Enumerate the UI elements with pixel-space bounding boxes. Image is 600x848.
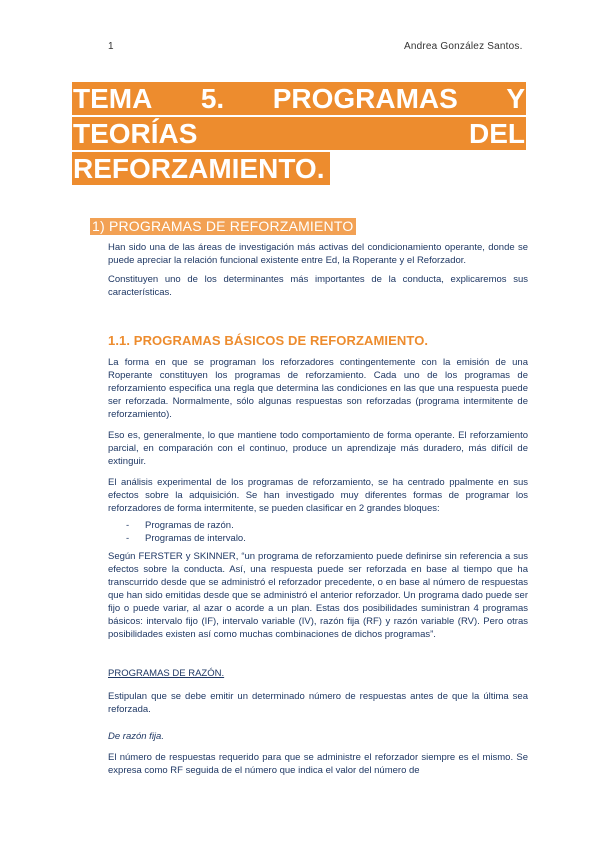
title-word: DEL [469, 118, 525, 149]
page-number: 1 [108, 41, 114, 52]
title-word: TEMA [73, 83, 153, 114]
paragraph: Estipulan que se debe emitir un determinado número de respuestas antes de que la última sea reforzada. [108, 691, 528, 715]
razon-body [108, 690, 528, 716]
paragraph: El análisis experimental de los programas de reforzamiento, se ha centrado ppalmente en sus efectos sobre la adquisición. Se han investigado muy diferentes formas de programar los reforzadores de forma intermitente, se pueden clasificar en 2 grandes bloques: [108, 477, 528, 514]
title-word: TEORÍAS [73, 118, 198, 149]
paragraph: Han sido una de las áreas de investigación más activas del condicionamiento operante, donde se puede apreciar la relación funcional existente entre Ed, la Roperante y el Reforzador. [108, 242, 528, 266]
section-heading: 1) PROGRAMAS DE REFORZAMIENTO [90, 218, 356, 235]
bullet-list [126, 519, 246, 545]
subsection-body [108, 356, 528, 515]
paragraph: Según FERSTER y SKINNER, “un programa de reforzamiento puede definirse sin referencia a sus efectos sobre la conducta. Así, una respuesta puede ser reforzada en base al tiempo que ha transcurrido desde que se administró el reforzador precedente, o en base al número de respuestas que han sido emitidas desde que se administró el anterior reforzador. Un programa dado puede ser fijo o puede variar, al azar o acorde a un plan. Estas dos posibilidades suministran 4 programas básicos: intervalo fijo (IF), intervalo variable (IV), razón fija (RF) y razón variable (RV). Pero otras posibilidades existen así como muchas combinaciones de dichos programas”. [108, 551, 528, 640]
title-line-3: REFORZAMIENTO. [72, 152, 330, 185]
subsection-heading: 1.1. PROGRAMAS BÁSICOS DE REFORZAMIENTO. [108, 333, 429, 348]
quote-paragraph-block [108, 550, 528, 641]
title-line-2 [72, 117, 526, 150]
title-line-1 [72, 82, 526, 115]
paragraph: La forma en que se programan los reforzadores contingentemente con la emisión de una Roperante constituyen los programas de reforzamiento. Cada uno de los programas de reforzamiento especifica una regla que determina las condiciones en las que una respuesta puede ser reforzada. Normalmente, sólo algunas respuestas son reforzadas (programa intermitente de reforzamiento). [108, 357, 528, 420]
razon-fija-body [108, 751, 528, 777]
razon-fija-heading: De razón fija. [108, 731, 164, 742]
section-intro [108, 241, 528, 299]
list-item: - Programas de razón. [126, 519, 246, 532]
razon-heading: PROGRAMAS DE RAZÓN. [108, 668, 225, 679]
list-item: - Programas de intervalo. [126, 532, 246, 545]
title-word: Y [506, 83, 525, 114]
document-title [72, 82, 526, 187]
title-word: 5. [200, 83, 225, 114]
author-name: Andrea González Santos. [404, 41, 523, 52]
paragraph: El número de respuestas requerido para que se administre el reforzador siempre es el mismo. Se expresa como RF seguida de el número que indica el valor del número de [108, 752, 528, 776]
paragraph: Eso es, generalmente, lo que mantiene todo comportamiento de forma operante. El reforzamiento parcial, en comparación con el continuo, produce un aprendizaje más duradero, más difícil de extinguir. [108, 430, 528, 467]
title-word: PROGRAMAS [272, 83, 458, 114]
paragraph: Constituyen uno de los determinantes más importantes de la conducta, explicaremos sus características. [108, 274, 528, 298]
